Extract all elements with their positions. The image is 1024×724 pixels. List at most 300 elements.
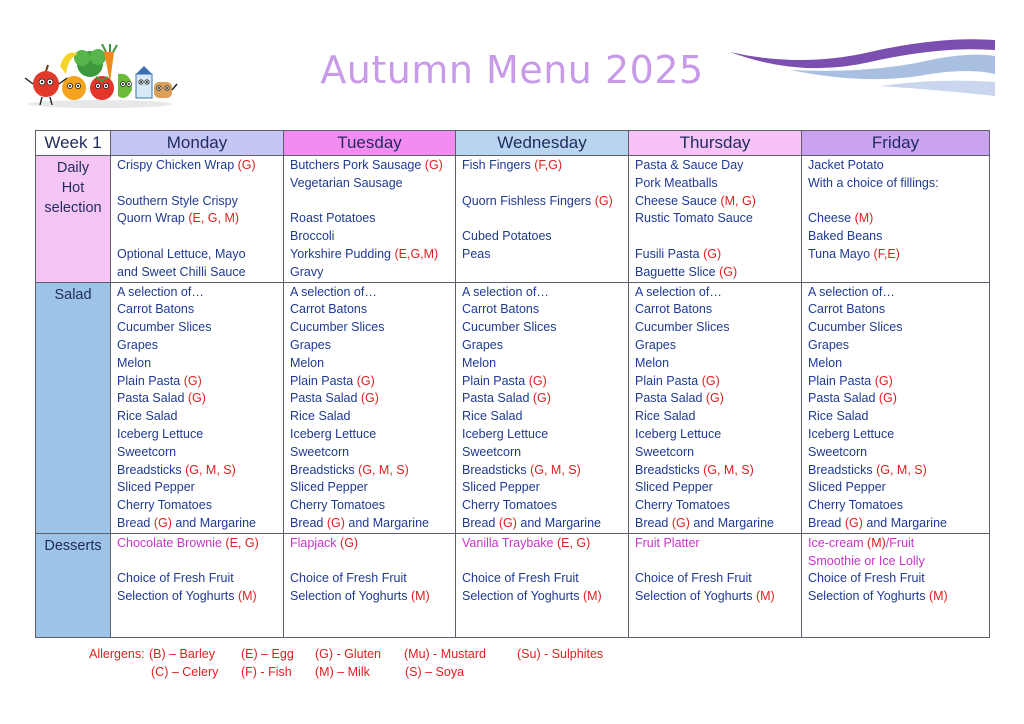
menu-line [635,319,801,337]
menu-line [635,373,801,391]
desserts-wednesday-cell [456,533,629,637]
menu-item-text: and Sweet Chilli Sauce [117,264,246,279]
allergen-code: (G) [671,515,690,530]
menu-line [808,210,989,228]
menu-item-text: Rustic Tomato Sauce [635,211,753,226]
menu-item-text: A selection of… [117,284,204,299]
allergen-code: (G, M, S) [358,462,409,477]
menu-line [808,553,989,571]
allergen-code: (G) [594,193,613,208]
menu-line [462,515,628,533]
menu-item-text: Cherry Tomatoes [635,498,730,513]
menu-item-text: Sweetcorn [462,444,522,459]
menu-item-text: Optional Lettuce, Mayo [117,246,246,261]
menu-item-text: Melon [462,355,497,370]
menu-line [635,479,801,497]
menu-line [117,444,283,462]
menu-line [117,535,283,553]
menu-line [462,246,628,264]
menu-item-text: Carrot Batons [290,302,368,317]
allergen-code: (M) [867,535,886,550]
menu-item-text: Rice Salad [290,409,351,424]
menu-item-text: Breadsticks [462,462,531,477]
allergen-code: (G) [844,515,863,530]
menu-line [117,337,283,355]
menu-item-text: Cucumber Slices [117,320,212,335]
menu-item-text: Fish Fingers [462,158,535,172]
allergen-code: (G, M, S) [185,462,236,477]
salad-tuesday-cell [284,282,456,533]
allergen-code: (G) [237,158,256,172]
menu-line [808,479,989,497]
menu-line [462,444,628,462]
menu-item-text: Melon [117,355,152,370]
daily-hot-wednesday-cell [456,156,629,283]
day-header-tuesday: Tuesday [284,131,456,156]
row-label-line: Hot [61,180,85,196]
menu-item-text: Carrot Batons [808,302,886,317]
menu-line [290,390,455,408]
menu-line [117,228,283,246]
menu-item-text: Choice of Fresh Fruit [808,571,925,586]
menu-item-text: Plain Pasta [462,373,529,388]
menu-line [808,390,989,408]
menu-item-text: Melon [808,355,843,370]
menu-item-text: Baguette Slice [635,264,720,279]
menu-item-text: Grapes [462,337,503,352]
menu-item-text: Gravy [290,264,324,279]
menu-line [117,175,283,193]
menu-line [462,553,628,571]
menu-line [635,390,801,408]
menu-item-text: Chocolate Brownie [117,535,226,550]
daily-hot-label [36,156,111,283]
row-label-line: Daily [56,160,90,176]
menu-line [117,264,283,282]
menu-item-text: Selection of Yoghurts [117,589,238,604]
menu-item-text: Iceberg Lettuce [808,426,895,441]
menu-line [117,210,283,228]
menu-item-text: Baked Beans [808,229,883,244]
menu-line [635,210,801,228]
menu-item-text: Smoothie or Ice Lolly [808,553,925,568]
menu-item-text: Breadsticks [117,462,186,477]
allergen-fish: (F) - Fish [241,665,292,679]
menu-item-text: Pasta Salad [635,391,706,406]
desserts-label [36,533,111,637]
menu-line [635,535,801,553]
menu-item-text: Choice of Fresh Fruit [462,571,579,586]
daily-hot-thursday-cell [629,156,802,283]
menu-line [808,426,989,444]
menu-line [117,157,283,175]
menu-line [462,301,628,319]
menu-line [290,264,455,282]
menu-line [635,228,801,246]
menu-item-text: Grapes [635,337,676,352]
menu-item-text: Plain Pasta [808,373,875,388]
menu-item-text: Bread [462,515,499,530]
menu-line [462,390,628,408]
day-header-wednesday: Wednesday [456,131,629,156]
allergen-code: (G, M, S) [876,462,927,477]
menu-line [462,284,628,302]
menu-line [462,535,628,553]
menu-item-text: Iceberg Lettuce [117,426,204,441]
menu-line [117,570,283,588]
menu-item-text: Plain Pasta [635,373,702,388]
menu-item-text: Ice-cream [808,535,868,550]
menu-item-text: Fruit Platter [635,535,700,550]
menu-line [290,175,455,193]
allergen-code: (M, G) [720,193,756,208]
menu-line [808,515,989,533]
menu-line [290,535,455,553]
menu-item-text: Quorn Wrap [117,211,189,226]
menu-line [808,301,989,319]
menu-line [117,193,283,211]
menu-item-text: Sliced Pepper [635,480,713,495]
menu-item-text: Breadsticks [635,462,704,477]
menu-line [290,553,455,571]
menu-line [635,570,801,588]
allergen-code: (G) [424,158,443,172]
row-label-line: Salad [54,286,92,303]
allergen-sulphites: (Su) - Sulphites [517,647,604,661]
menu-line [808,373,989,391]
menu-item-text: Cherry Tomatoes [290,498,385,513]
menu-line [117,355,283,373]
menu-line [290,337,455,355]
allergen-code: (G) [360,391,379,406]
allergen-code: (G) [153,515,172,530]
allergen-code: (M) [854,211,874,226]
menu-item-text: Rice Salad [117,409,178,424]
allergen-code: (G) [187,391,206,406]
menu-item-text: Flapjack [290,535,341,550]
menu-line [462,337,628,355]
menu-item-text: Pork Meatballs [635,175,718,190]
menu-line [808,337,989,355]
menu-line [290,157,455,175]
menu-item-text: Cucumber Slices [290,320,385,335]
menu-item-text: Bread [808,515,845,530]
menu-item-text: Selection of Yoghurts [808,589,929,604]
menu-item-text: A selection of… [462,284,549,299]
menu-item-text: Cucumber Slices [635,320,730,335]
menu-line [635,175,801,193]
menu-line [117,588,283,606]
week-label: Week 1 [36,131,111,156]
allergen-code: (G) [878,391,897,406]
menu-item-text: Rice Salad [462,409,523,424]
menu-item-text: Cheese [808,211,855,226]
menu-line [462,570,628,588]
allergen-code: (M) [582,589,602,604]
menu-line [808,408,989,426]
menu-item-text: Cucumber Slices [462,320,557,335]
menu-line [290,588,455,606]
salad-thursday-cell [629,282,802,533]
menu-line [635,301,801,319]
menu-line [808,228,989,246]
menu-line [290,284,455,302]
desserts-friday-cell [802,533,990,637]
daily-hot-monday-cell [111,156,284,283]
menu-line [462,193,628,211]
allergen-mustard: (Mu) - Mustard [404,647,486,661]
menu-line [117,284,283,302]
menu-line [635,515,801,533]
allergen-barley: (B) – Barley [149,647,215,661]
page-title: Autumn Menu 2025 [320,48,704,92]
menu-line [117,497,283,515]
menu-line [290,319,455,337]
salad-monday-cell [111,282,284,533]
menu-line [290,479,455,497]
menu-item-text: Fusili Pasta [635,246,704,261]
menu-item-text: Vegetarian Sausage [290,175,403,190]
menu-item-text: Choice of Fresh Fruit [290,571,407,586]
menu-item-text: Pasta Salad [117,391,188,406]
allergen-code: (G, M, S) [530,462,581,477]
menu-line [462,497,628,515]
menu-item-text: Sliced Pepper [462,480,540,495]
menu-item-text: Carrot Batons [462,302,540,317]
menu-line [117,373,283,391]
menu-item-text: Sliced Pepper [808,480,886,495]
menu-line [635,588,801,606]
menu-line [117,479,283,497]
allergen-code: (E, G) [225,535,259,550]
menu-line [462,373,628,391]
allergen-code: (G) [183,373,202,388]
menu-line [290,210,455,228]
menu-item-text: Selection of Yoghurts [635,589,756,604]
menu-line [117,246,283,264]
allergen-code: (M) [237,589,257,604]
menu-line [635,337,801,355]
menu-line [808,157,989,175]
menu-line [290,355,455,373]
menu-line [462,228,628,246]
menu-item-text: Cucumber Slices [808,320,903,335]
menu-item-text: Pasta Salad [290,391,361,406]
menu-line [808,588,989,606]
menu-item-text: Peas [462,246,491,261]
salad-label [36,282,111,533]
menu-item-text: Breadsticks [290,462,359,477]
menu-line [462,462,628,480]
menu-line [808,462,989,480]
allergen-gluten: (G) - Gluten [315,647,381,661]
allergen-code: (G) [340,535,359,550]
menu-item-text: Breadsticks [808,462,877,477]
day-header-friday: Friday [802,131,990,156]
allergen-milk: (M) – Milk [315,665,370,679]
menu-line [808,175,989,193]
menu-item-text: Carrot Batons [635,302,713,317]
menu-item-text: Iceberg Lettuce [290,426,377,441]
allergen-code: (F,G) [534,158,563,172]
menu-line [808,319,989,337]
menu-line [462,175,628,193]
menu-line [635,246,801,264]
allergen-egg: (E) – Egg [241,647,294,661]
allergen-code: (M) [755,589,775,604]
menu-item-text: Grapes [808,337,849,352]
menu-line [808,497,989,515]
menu-line [635,444,801,462]
menu-line [462,319,628,337]
menu-item-text: Broccoli [290,229,335,244]
menu-line [808,535,989,553]
menu-item-text: Iceberg Lettuce [462,426,549,441]
menu-line [462,355,628,373]
menu-item-text: Jacket Potato [808,158,884,172]
menu-line [462,588,628,606]
menu-item-text: With a choice of fillings: [808,175,939,190]
menu-item-text: Grapes [290,337,331,352]
allergen-code: (G) [703,246,722,261]
menu-line [117,426,283,444]
menu-item-text: /Fruit [885,535,915,550]
allergen-code: (E, G, M) [188,211,240,226]
menu-item-text: Melon [290,355,325,370]
menu-line [117,301,283,319]
menu-item-text: Southern Style Crispy [117,193,238,208]
menu-item-text: Choice of Fresh Fruit [635,571,752,586]
allergen-code: (M) [928,589,948,604]
menu-item-text: Yorkshire Pudding [290,246,395,261]
menu-item-text: and Margarine [689,515,774,530]
menu-item-text: Plain Pasta [117,373,184,388]
desserts-tuesday-cell [284,533,456,637]
allergen-code: (G) [705,391,724,406]
menu-line [290,426,455,444]
allergen-code: (G, M, S) [703,462,754,477]
menu-item-text: Sweetcorn [808,444,868,459]
menu-line [635,193,801,211]
menu-line [117,515,283,533]
desserts-thursday-cell [629,533,802,637]
menu-item-text: Grapes [117,337,158,352]
menu-line [635,157,801,175]
menu-line [290,515,455,533]
menu-line [635,264,801,282]
menu-line [290,570,455,588]
daily-hot-friday-cell [802,156,990,283]
menu-item-text: Iceberg Lettuce [635,426,722,441]
menu-item-text: Selection of Yoghurts [462,589,583,604]
allergen-code: (F,E) [873,246,900,261]
menu-table [35,130,990,638]
salad-wednesday-cell [456,282,629,533]
menu-line [635,497,801,515]
menu-line [808,284,989,302]
menu-item-text: and Margarine [344,515,429,530]
menu-item-text: Pasta Salad [462,391,533,406]
menu-item-text: Crispy Chicken Wrap [117,158,238,172]
menu-item-text: Roast Potatoes [290,211,376,226]
salad-row [36,282,990,533]
menu-item-text: Melon [635,355,670,370]
allergens-label: Allergens: [89,647,145,661]
desserts-row [36,533,990,637]
menu-line [117,553,283,571]
menu-item-text: and Margarine [516,515,601,530]
menu-item-text: A selection of… [635,284,722,299]
menu-line [808,193,989,211]
daily-hot-tuesday-cell [284,156,456,283]
menu-item-text: Bread [290,515,327,530]
menu-item-text: Cherry Tomatoes [808,498,903,513]
menu-line [462,408,628,426]
allergen-code: (E,G,M) [394,246,439,261]
menu-item-text: Bread [635,515,672,530]
menu-item-text: Cherry Tomatoes [462,498,557,513]
allergen-code: (G) [498,515,517,530]
menu-item-text: A selection of… [290,284,377,299]
allergen-code: (G) [326,515,345,530]
allergen-code: (G) [719,264,738,279]
menu-item-text: A selection of… [808,284,895,299]
menu-line [462,479,628,497]
menu-item-text: Bread [117,515,154,530]
menu-line [808,246,989,264]
menu-line [635,426,801,444]
menu-line [290,444,455,462]
menu-line [808,355,989,373]
menu-item-text: Butchers Pork Sausage [290,158,425,172]
menu-item-text: Selection of Yoghurts [290,589,411,604]
menu-item-text: Cheese Sauce [635,193,721,208]
menu-line [290,497,455,515]
allergen-soya: (S) – Soya [405,665,465,679]
menu-line [290,462,455,480]
menu-line [290,246,455,264]
salad-friday-cell [802,282,990,533]
allergen-code: (G) [532,391,551,406]
menu-line [117,319,283,337]
allergen-code: (G) [874,373,893,388]
menu-item-text: Tuna Mayo [808,246,874,261]
allergen-code: (M) [410,589,430,604]
menu-line [635,284,801,302]
menu-line [290,373,455,391]
daily-hot-row [36,156,990,283]
menu-line [462,210,628,228]
row-label-line: Desserts [44,537,102,554]
menu-item-text: Choice of Fresh Fruit [117,571,234,586]
menu-line [117,408,283,426]
desserts-monday-cell [111,533,284,637]
menu-item-text: Plain Pasta [290,373,357,388]
menu-line [117,390,283,408]
menu-item-text: Sweetcorn [635,444,695,459]
allergen-code: (G) [701,373,720,388]
allergen-code: (G) [356,373,375,388]
menu-line [462,426,628,444]
day-header-monday: Monday [111,131,284,156]
menu-line [117,462,283,480]
menu-line [808,570,989,588]
menu-line [635,355,801,373]
menu-item-text: Vanilla Traybake [462,535,557,550]
menu-line [808,444,989,462]
menu-item-text: Sweetcorn [117,444,177,459]
menu-item-text: Quorn Fishless Fingers [462,193,595,208]
